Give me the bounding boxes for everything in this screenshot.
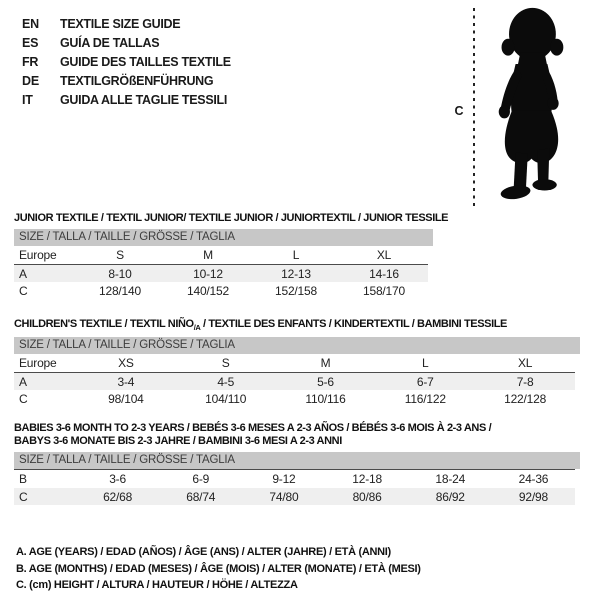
height-cell: 116/122 <box>404 391 446 406</box>
size-cell: M <box>203 248 213 262</box>
babies-size-header-bar: SIZE / TALLA / TAILLE / GRÖSSE / TAGLIA <box>14 452 580 469</box>
height-measure-dotted-line <box>473 8 475 210</box>
height-cell: 152/158 <box>275 283 317 298</box>
height-cell: 122/128 <box>504 391 547 406</box>
age-cell: 18-24 <box>435 472 466 486</box>
age-cell: 10-12 <box>193 266 223 281</box>
height-cell: 92/98 <box>518 489 548 504</box>
junior-textile-table <box>14 212 448 299</box>
row-label: C <box>19 489 28 504</box>
legend-line-c: C. (cm) HEIGHT / ALTURA / HAUTEUR / HÖHE / ALTEZZA <box>16 579 298 591</box>
lang-label: TEXTILE SIZE GUIDE <box>60 16 181 31</box>
height-cell: 98/104 <box>108 391 144 406</box>
size-cell: S <box>116 248 124 262</box>
age-cell: 6-9 <box>192 472 210 486</box>
table-row <box>14 282 428 299</box>
age-cell: 14-16 <box>369 266 399 281</box>
title-part: / TEXTILE DES ENFANTS / KINDERTEXTIL / BAMBINI TESSILE <box>200 318 507 330</box>
age-cell: 6-7 <box>416 374 434 389</box>
size-cell: L <box>292 248 300 262</box>
size-cell: XL <box>517 356 533 371</box>
toddler-silhouette-icon <box>484 6 579 212</box>
lang-code: DE <box>22 73 39 88</box>
row-label: A <box>19 374 27 389</box>
language-header <box>22 14 231 109</box>
height-cell: 158/170 <box>363 283 405 298</box>
height-cell: 104/110 <box>205 391 247 406</box>
legend-line-a: A. AGE (YEARS) / EDAD (AÑOS) / ÂGE (ANS) / ALTER (JAHRE) / ETÀ (ANNI) <box>16 546 391 558</box>
row-label: Europe <box>19 248 57 262</box>
height-cell: 80/86 <box>352 489 382 504</box>
height-cell: 86/92 <box>435 489 465 504</box>
lang-row-es <box>22 33 231 52</box>
table-row <box>14 372 575 390</box>
size-cell: L <box>422 356 429 371</box>
row-label: C <box>19 283 28 298</box>
row-label: A <box>19 266 27 281</box>
age-cell: 5-6 <box>317 374 334 389</box>
childrens-textile-table <box>14 318 580 407</box>
age-cell: 8-10 <box>108 266 132 281</box>
table-row <box>14 390 575 407</box>
age-cell: 12-13 <box>281 266 311 281</box>
lang-code: ES <box>22 35 39 50</box>
age-cell: 24-36 <box>518 472 549 486</box>
junior-table-title: JUNIOR TEXTILE / TEXTIL JUNIOR/ TEXTILE JUNIOR / JUNIORTEXTIL / JUNIOR TESSILE <box>14 212 449 224</box>
size-cell: XL <box>376 248 392 262</box>
legend-line-b: B. AGE (MONTHS) / EDAD (MESES) / ÂGE (MOIS) / ALTER (MONATE) / ETÀ (MESI) <box>16 562 421 575</box>
age-cell: 7-8 <box>516 374 534 389</box>
lang-code: EN <box>22 16 39 31</box>
height-cell: 140/152 <box>187 283 229 298</box>
lang-label: GUÍA DE TALLAS <box>60 35 160 50</box>
table-row <box>14 488 575 505</box>
row-label: C <box>19 391 28 406</box>
size-cell: XS <box>118 356 134 371</box>
lang-row-fr <box>22 52 231 71</box>
height-cell: 68/74 <box>186 489 216 504</box>
lang-label: GUIDE DES TAILLES TEXTILE <box>60 54 231 69</box>
childrens-size-header-bar: SIZE / TALLA / TAILLE / GRÖSSE / TAGLIA <box>14 337 580 354</box>
table-row <box>14 246 428 264</box>
lang-code: FR <box>22 54 39 69</box>
babies-table-title-line1: BABIES 3-6 MONTH TO 2-3 YEARS / BEBÉS 3-6 MESES A 2-3 AÑOS / BÉBÉS 3-6 MOIS À 2-3 ANS / <box>14 422 492 434</box>
babies-table-title-line2: BABYS 3-6 MONATE BIS 2-3 JAHRE / BAMBINI 3-6 MESI A 2-3 ANNI <box>14 435 342 447</box>
size-cell: S <box>221 356 230 371</box>
size-cell: M <box>320 356 331 371</box>
lang-label: GUIDA ALLE TAGLIE TESSILI <box>60 92 228 107</box>
height-cell: 128/140 <box>99 283 141 298</box>
age-cell: 3-6 <box>109 472 126 486</box>
measurement-legend <box>16 546 421 596</box>
babies-textile-table <box>14 422 580 505</box>
age-cell: 12-18 <box>352 472 382 486</box>
lang-row-de <box>22 71 231 90</box>
age-cell: 4-5 <box>217 374 235 389</box>
height-cell: 110/116 <box>305 391 346 406</box>
height-cell: 74/80 <box>269 489 299 504</box>
row-label: Europe <box>19 356 57 371</box>
title-part: CHILDREN'S TEXTILE / TEXTIL NIÑO <box>14 318 194 330</box>
height-cell: 62/68 <box>103 489 133 504</box>
table-row <box>14 354 575 372</box>
table-row <box>14 264 428 282</box>
age-cell: 9-12 <box>272 472 296 486</box>
lang-code: IT <box>22 92 33 107</box>
junior-size-header-bar: SIZE / TALLA / TAILLE / GRÖSSE / TAGLIA <box>14 229 433 246</box>
lang-row-it <box>22 90 231 109</box>
title-subscript: /A <box>193 323 201 333</box>
lang-label: TEXTILGRÖßENFÜHRUNG <box>60 73 214 88</box>
age-cell: 3-4 <box>117 374 135 389</box>
height-measure-label: C <box>454 104 464 118</box>
lang-row-en <box>22 14 231 33</box>
childrens-table-title <box>14 318 580 332</box>
row-label: B <box>19 472 27 486</box>
table-row <box>14 469 575 488</box>
